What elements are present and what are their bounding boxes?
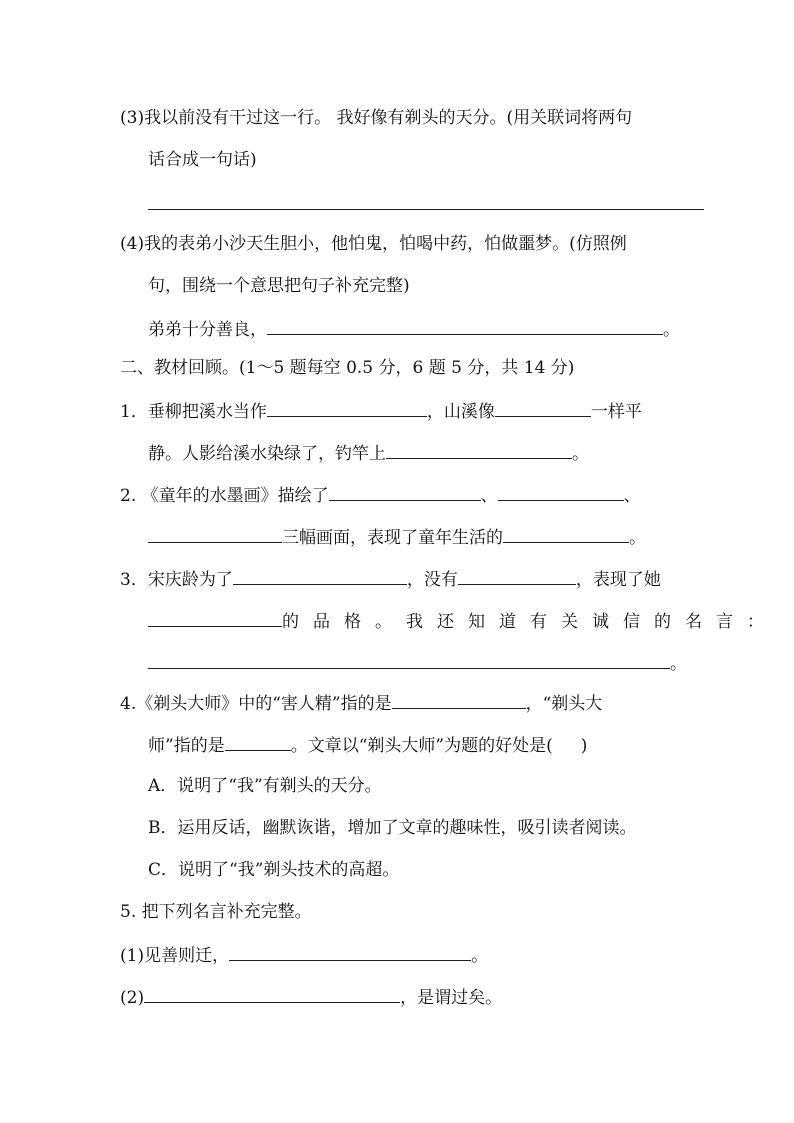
- item2-text-a: 2. 《童年的水墨画》描绘了: [120, 486, 329, 506]
- item2-line-1: [120, 482, 641, 508]
- item5-saying-1-end: 。: [471, 946, 489, 966]
- item1-text-b: ，山溪像: [426, 402, 495, 422]
- item4-text-d: 。文章以“剃头大师”为题的好处是(: [290, 736, 553, 756]
- item3-blank-1[interactable]: [233, 566, 407, 585]
- item4-text-a: 4.《剃头大师》中的“害人精”指的是: [120, 694, 392, 714]
- q3-answer-line[interactable]: [148, 209, 704, 210]
- item2-blank-1[interactable]: [329, 482, 481, 501]
- item5-saying-2-end: ，是谓过矣。: [400, 988, 503, 1008]
- q4-line-3: [148, 316, 680, 342]
- item3-blank-3[interactable]: [148, 608, 282, 627]
- item5-blank-2[interactable]: [144, 984, 400, 1003]
- item2-sep-2: 、: [623, 486, 641, 506]
- item5-saying-2: [120, 984, 502, 1010]
- item4-option-b[interactable]: B．运用反话，幽默诙谐，增加了文章的趣味性，吸引读者阅读。: [148, 818, 637, 838]
- item4-text-e: ): [580, 736, 588, 756]
- q3-line-1: (3)我以前没有干过这一行。 我好像有剃头的天分。(用关联词将两句: [120, 108, 633, 128]
- item2-text-b: 三幅画面，表现了童年生活的: [282, 528, 503, 548]
- item4-option-a[interactable]: A．说明了“我”有剃头的天分。: [148, 776, 382, 796]
- item2-blank-4[interactable]: [503, 524, 629, 543]
- item2-line-2: [148, 524, 646, 550]
- item4-option-c[interactable]: C．说明了“我”剃头技术的高超。: [148, 860, 400, 880]
- item2-text-c: 。: [629, 528, 646, 548]
- item3-line-1: [120, 566, 661, 592]
- q4-line-3-prefix: 弟弟十分善良，: [148, 320, 267, 340]
- item4-blank-2[interactable]: [225, 732, 291, 751]
- item5-saying-1: [120, 942, 488, 968]
- item1-blank-1[interactable]: [267, 398, 427, 417]
- item1-text-e: 。: [572, 444, 589, 464]
- item2-sep-1: 、: [480, 486, 498, 506]
- item3-blank-2[interactable]: [458, 566, 576, 585]
- item5-saying-1-prefix: (1)见善则迁，: [120, 946, 230, 966]
- section-2-heading: 二、教材回顾。(1～5 题每空 0.5 分，6 题 5 分，共 14 分): [120, 358, 575, 378]
- item1-blank-2[interactable]: [495, 398, 591, 417]
- item1-text-d: 静。人影给溪水染绿了，钓竿上: [148, 444, 386, 464]
- item4-line-1: [120, 690, 602, 716]
- item3-text-a: 3．宋庆龄为了: [120, 570, 233, 590]
- item1-line-2: [148, 440, 589, 466]
- item1-text-a: 1．垂柳把溪水当作: [120, 402, 267, 422]
- q4-line-2: 句，围绕一个意思把句子补充完整): [148, 276, 410, 296]
- item4-text-b: ，“剃头大: [525, 694, 603, 714]
- item2-blank-2[interactable]: [498, 482, 624, 501]
- q4-line-3-end: 。: [663, 320, 680, 340]
- item1-line-1: [120, 398, 642, 424]
- item1-blank-3[interactable]: [386, 440, 572, 459]
- item3-blank-4[interactable]: [148, 650, 670, 669]
- item5-blank-1[interactable]: [229, 942, 471, 961]
- item4-blank-1[interactable]: [392, 690, 526, 709]
- item3-line-3: [148, 650, 687, 676]
- item3-line-2: [148, 608, 778, 634]
- q3-line-2: 话合成一句话): [148, 150, 257, 170]
- item3-text-e: 。: [670, 654, 687, 674]
- item4-text-c: 师”指的是: [148, 736, 225, 756]
- item3-text-b: ，没有: [406, 570, 458, 590]
- q4-answer-blank[interactable]: [267, 316, 663, 335]
- item2-blank-3[interactable]: [148, 524, 282, 543]
- item3-text-d: 的品格。我还知道有关诚信的名言：: [282, 612, 778, 632]
- q4-line-1: (4)我的表弟小沙天生胆小，他怕鬼，怕喝中药，怕做噩梦。(仿照例: [120, 234, 627, 254]
- item5-saying-2-prefix: (2): [120, 988, 145, 1008]
- item5-heading: 5. 把下列名言补充完整。: [120, 902, 312, 922]
- item3-text-c: ，表现了她: [575, 570, 661, 590]
- item1-text-c: 一样平: [590, 402, 642, 422]
- item4-line-2: [148, 732, 587, 758]
